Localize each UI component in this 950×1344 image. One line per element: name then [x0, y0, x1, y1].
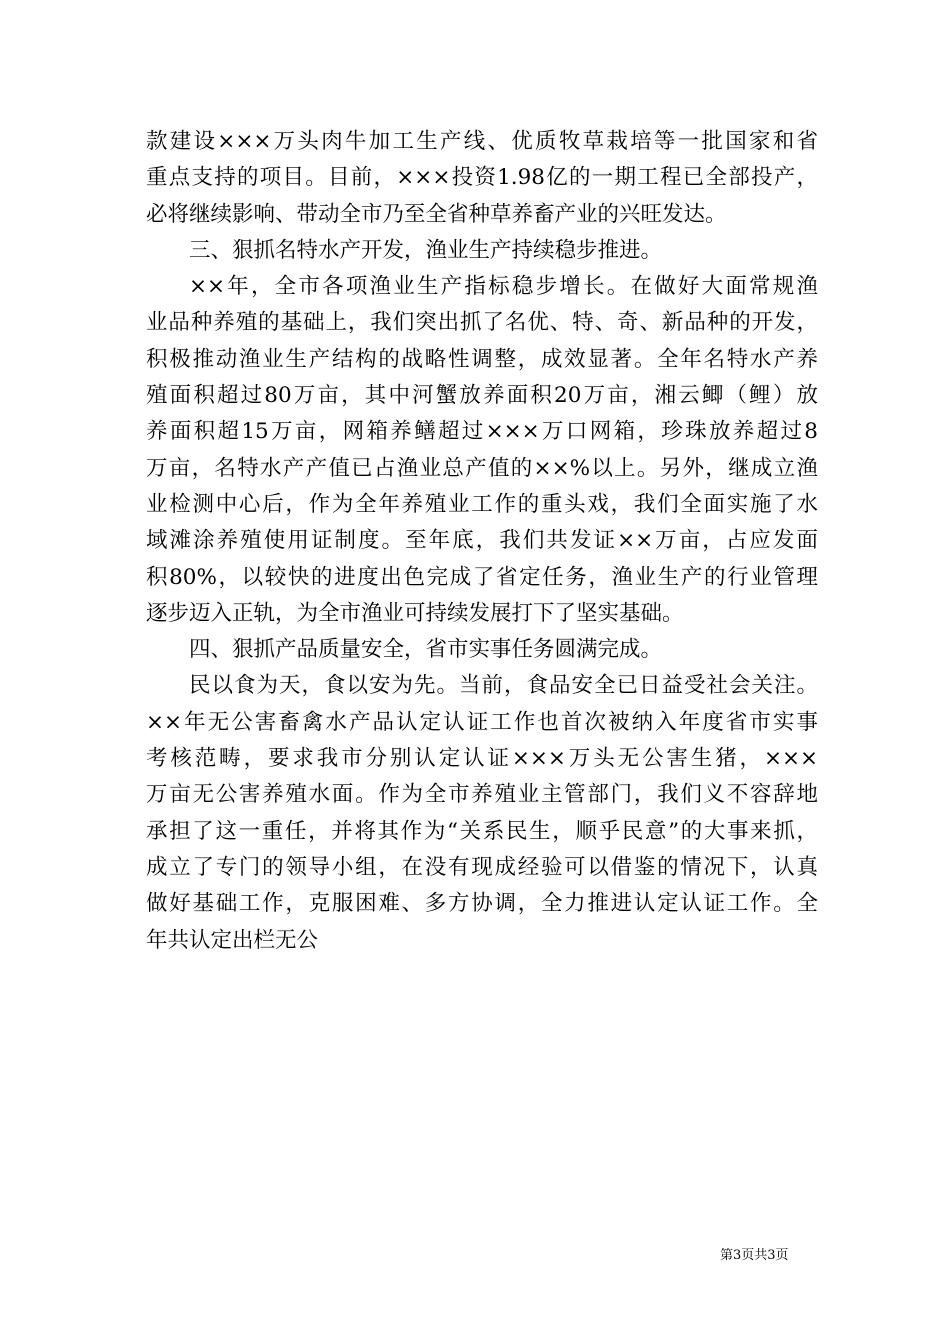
- body-line: ××年无公害畜禽水产品认定认证工作也首次被纳入年度省市实事: [146, 709, 818, 735]
- body-line: 必将继续影响、带动全市乃至全省种草养畜产业的兴旺发达。: [146, 201, 727, 227]
- body-line: 做好基础工作，克服困难、多方协调，全力推进认定认证工作。全: [146, 891, 818, 917]
- body-line: 承担了这一重任，并将其作为“关系民生，顺乎民意”的大事来抓，: [146, 818, 818, 844]
- body-line: 重点支持的项目。目前，×××投资1.98亿的一期工程已全部投产，: [146, 165, 818, 191]
- body-line: 考核范畴，要求我市分别认定认证×××万头无公害生猪，×××: [146, 746, 818, 772]
- body-line: 积80%，以较快的进度出色完成了省定任务，渔业生产的行业管理: [146, 564, 818, 590]
- body-line: 款建设×××万头肉牛加工生产线、优质牧草栽培等一批国家和省: [146, 129, 818, 154]
- body-line: 积极推动渔业生产结构的战略性调整，成效显著。全年名特水产养: [146, 346, 818, 372]
- body-line: 四、狠抓产品质量安全，省市实事任务圆满完成。: [189, 637, 663, 663]
- body-line: 逐步迈入正轨，为全市渔业可持续发展打下了坚实基础。: [146, 600, 684, 626]
- body-line: 三、狠抓名特水产开发，渔业生产持续稳步推进。: [189, 237, 663, 263]
- body-line: 域滩涂养殖使用证制度。至年底，我们共发证××万亩，占应发面: [146, 528, 818, 554]
- body-line: 业品种养殖的基础上，我们突出抓了名优、特、奇、新品种的开发，: [146, 310, 818, 336]
- body-line: 成立了专门的领导小组，在没有现成经验可以借鉴的情况下，认真: [146, 854, 818, 880]
- body-line: 业检测中心后，作为全年养殖业工作的重头戏，我们全面实施了水: [146, 491, 818, 517]
- document-body: [146, 124, 818, 959]
- body-line: 年共认定出栏无公: [146, 927, 319, 953]
- body-line: 殖面积超过80万亩，其中河蟹放养面积20万亩，湘云鲫（鲤）放: [146, 383, 818, 409]
- body-line: 万亩，名特水产产值已占渔业总产值的××%以上。另外，继成立渔: [146, 455, 818, 481]
- body-line: 民以食为天，食以安为先。当前，食品安全已日益受社会关注。: [189, 673, 818, 699]
- body-line: 养面积超15万亩，网箱养鳝超过×××万口网箱，珍珠放养超过8: [146, 419, 818, 445]
- body-line: ××年，全市各项渔业生产指标稳步增长。在做好大面常规渔: [189, 274, 818, 300]
- body-line: 万亩无公害养殖水面。作为全市养殖业主管部门，我们义不容辞地: [146, 782, 818, 808]
- page-number-footer: 第3页共3页: [720, 1248, 789, 1263]
